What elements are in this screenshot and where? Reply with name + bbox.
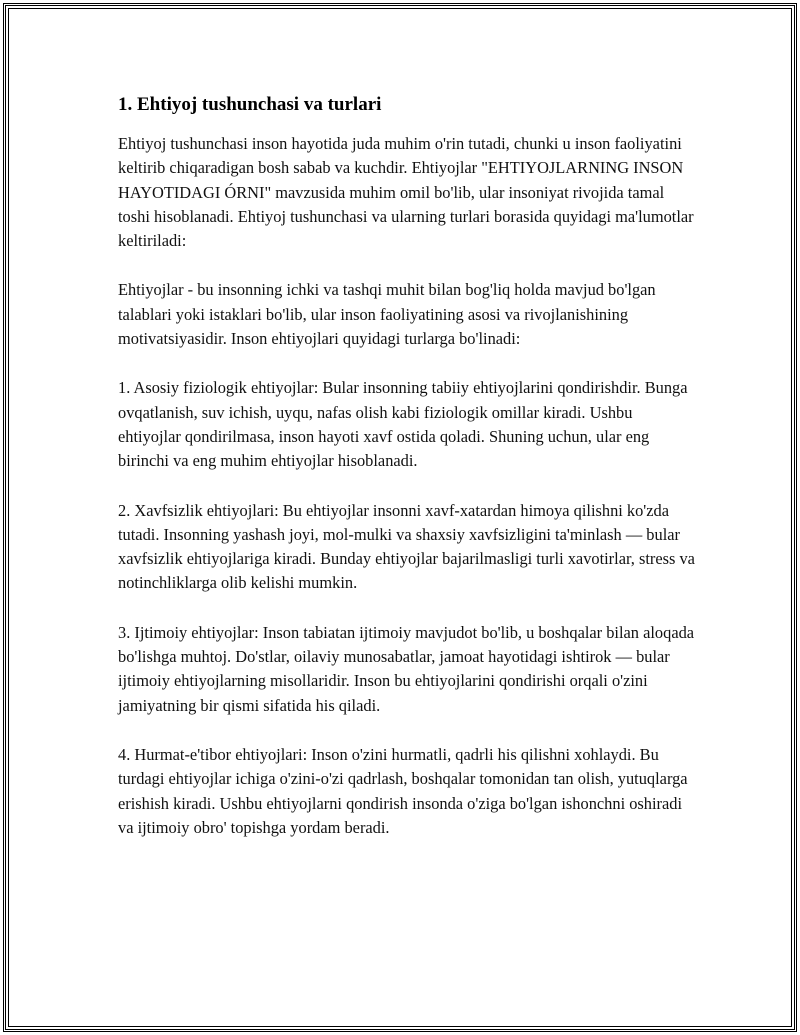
document-body — [118, 92, 698, 865]
paragraph-safety-needs: 2. Xavfsizlik ehtiyojlari: Bu ehtiyojlar insonni xavf-xatardan himoya qilishni ko'zda tutadi. Insonning yashash joyi, mol-mulki va shaxsiy xavfsizligini ta'minlash — bular xavfsizlik ehtiyojlariga kiradi. Bunday ehtiyojlar bajarilmasligi turli xavotirlar, stress va notinchliklarga olib kelishi mumkin. — [118, 500, 695, 593]
paragraph-esteem-needs: 4. Hurmat-e'tibor ehtiyojlari: Inson o'zini hurmatli, qadrli his qilishni xohlaydi. Bu turdagi ehtiyojlar ichiga o'zini-o'zi qadrlash, boshqalar tomonidan tan olish, yutuqlarga erishish kiradi. Ushbu ehtiyojlarni qondirish insonda o'ziga bo'lgan ishonchni oshiradi va ijtimoiy obro' topishga yordam beradi. — [118, 744, 688, 837]
paragraph-intro: Ehtiyoj tushunchasi inson hayotida juda muhim o'rin tutadi, chunki u inson faoliyatini keltirib chiqaradigan bosh sabab va kuchdir. Ehtiyojlar "EHTIYOJLARNING INSON HAYOTIDAGI ÓRNI" mavzusida muhim omil bo'lib, ular insoniyat rivojida tamal toshi hisoblanadi. Ehtiyoj tushunchasi va ularning turlari borasida quyidagi ma'lumotlar keltiriladi: — [118, 134, 694, 251]
paragraph-physiological-needs: 1. Asosiy fiziologik ehtiyojlar: Bular insonning tabiiy ehtiyojlarini qondirishdir. Bunga ovqatlanish, suv ichish, uyqu, nafas olish kabi fiziologik omillar kiradi. Ushbu ehtiyojlar qondirilmasa, inson hayoti xavf ostida qoladi. Shuning uchun, ular eng birinchi va eng muhim ehtiyojlar hisoblanadi. — [118, 378, 688, 471]
section-heading: 1. Ehtiyoj tushunchasi va turlari — [118, 94, 382, 115]
paragraph-definition: Ehtiyojlar - bu insonning ichki va tashqi muhit bilan bog'liq holda mavjud bo'lgan talablari yoki istaklari bo'lib, ular inson faoliyatining asosi va rivojlanishining motivatsiyasidir. Inson ehtiyojlari quyidagi turlarga bo'linadi: — [118, 280, 656, 349]
paragraph-social-needs: 3. Ijtimoiy ehtiyojlar: Inson tabiatan ijtimoiy mavjudot bo'lib, u boshqalar bilan aloqada bo'lishga muhtoj. Do'stlar, oilaviy munosabatlar, jamoat hayotidagi ishtirok — bular ijtimoiy ehtiyojlarning misollaridir. Inson bu ehtiyojlarini qondirishi orqali o'zini jamiyatning bir qismi sifatida his qiladi. — [118, 622, 695, 715]
